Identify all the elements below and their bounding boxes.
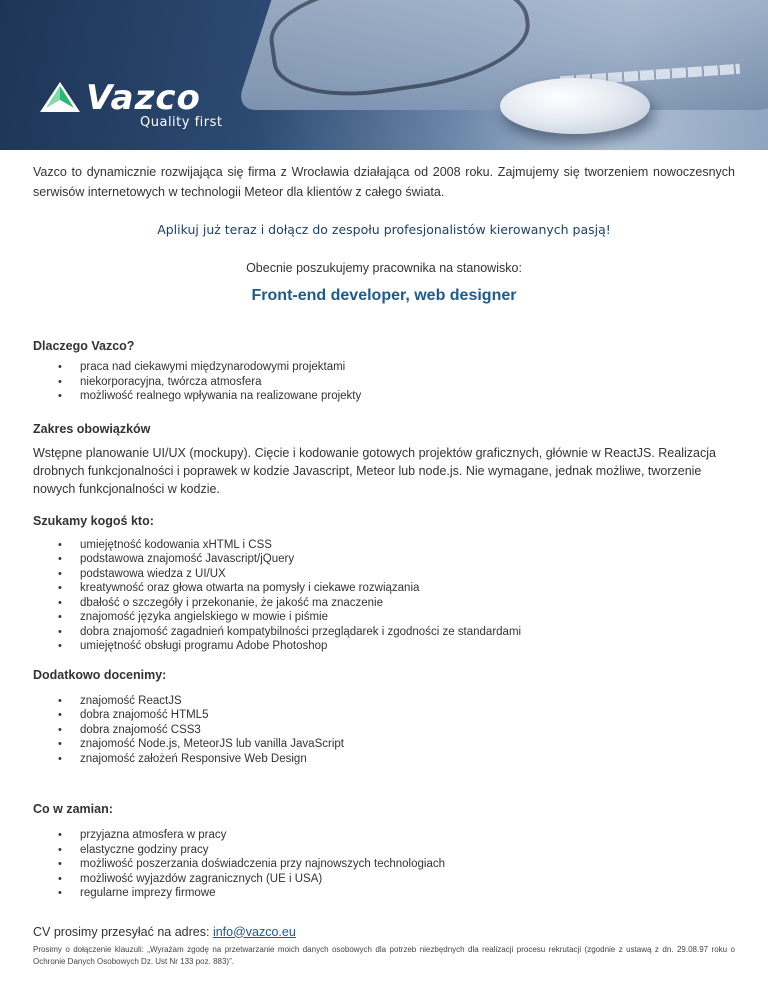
- list-item: • dobra znajomość CSS3: [58, 723, 735, 738]
- mouse-photo-shape: [500, 78, 650, 134]
- why-list: [33, 360, 735, 404]
- header-banner: [0, 0, 768, 150]
- seeking-text: Obecnie poszukujemy pracownika na stanowisko:: [246, 261, 522, 275]
- list-item: • znajomość Node.js, MeteorJS lub vanilla JavaScript: [58, 737, 735, 752]
- looking-list: [33, 538, 735, 654]
- logo-wordmark[interactable]: Vazco: [86, 78, 201, 118]
- list-item: • kreatywność oraz głowa otwarta na pomysły i ciekawe rozwiązania: [58, 581, 735, 596]
- cv-line: [33, 925, 735, 939]
- position-title: Front-end developer, web designer: [251, 287, 517, 304]
- list-item: • podstawowa wiedza z UI/UX: [58, 567, 735, 582]
- list-item: • możliwość wyjazdów zagranicznych (UE i USA): [58, 872, 735, 887]
- cv-prefix: CV prosimy przesyłać na adres:: [33, 924, 213, 939]
- section-why: [33, 339, 735, 404]
- list-item: • znajomość języka angielskiego w mowie i piśmie: [58, 610, 735, 625]
- list-item: • znajomość założeń Responsive Web Design: [58, 752, 735, 767]
- tagline: Quality first: [140, 115, 223, 130]
- offer-list: [33, 828, 735, 901]
- list-item: • umiejętność kodowania xHTML i CSS: [58, 538, 735, 553]
- section-looking: [33, 514, 735, 654]
- list-item: • elastyczne godziny pracy: [58, 843, 735, 858]
- consent-clause: Prosimy o dołączenie klauzuli: „Wyrażam zgodę na przetwarzanie moich danych osobowych dla potrzeb niezbędnych dla realizacji procesu rekrutacji (zgodnie z ustawą z dn. 29.08.97 roku o Ochronie Danych Osobowych Dz. Ust Nr 133 poz. 883)”.: [33, 944, 735, 966]
- extra-list: [33, 694, 735, 767]
- intro-paragraph: Vazco to dynamicznie rozwijająca się firma z Wrocławia działająca od 2008 roku. Zajmujemy się tworzeniem nowoczesnych serwisów internetowych w technologii Meteor dla klientów z całego świata.: [33, 165, 735, 199]
- section-title-extra: Dodatkowo docenimy:: [33, 667, 167, 682]
- list-item: • dobra znajomość HTML5: [58, 708, 735, 723]
- vazco-triangle-logo-icon: [40, 82, 80, 112]
- section-title-duties: Zakres obowiązków: [33, 421, 151, 436]
- section-cv: [33, 925, 735, 968]
- email-link[interactable]: info@vazco.eu: [212, 924, 296, 939]
- section-title-looking: Szukamy kogoś kto:: [33, 513, 154, 528]
- list-item: • dobra znajomość zagadnień kompatybilności przeglądarek i zgodności ze standardami: [58, 625, 735, 640]
- job-offer-content: [33, 162, 735, 968]
- list-item: • umiejętność obsługi programu Adobe Photoshop: [58, 639, 735, 654]
- list-item: • możliwość realnego wpływania na realizowane projekty: [58, 389, 735, 404]
- list-item: • znajomość ReactJS: [58, 694, 735, 709]
- section-offer: [33, 802, 735, 901]
- call-to-action: Aplikuj już teraz i dołącz do zespołu profesjonalistów kierowanych pasją!: [157, 222, 611, 237]
- list-item: • przyjazna atmosfera w pracy: [58, 828, 735, 843]
- list-item: • podstawowa znajomość Javascript/jQuery: [58, 552, 735, 567]
- section-title-why: Dlaczego Vazco?: [33, 339, 135, 353]
- section-extra: [33, 668, 735, 767]
- duties-paragraph: Wstępne planowanie UI/UX (mockupy). Cięcie i kodowanie gotowych projektów graficznych, głównie w ReactJS. Realizacja drobnych funkcjonalności i poprawek w kodzie Javascript, Meteor lub node.js. Nie wymagane, jednak możliwe, tworzenie nowych funkcjonalności w kodzie.: [33, 445, 716, 496]
- section-duties: [33, 422, 735, 498]
- list-item: • możliwość poszerzania doświadczenia przy najnowszych technologiach: [58, 857, 735, 872]
- list-item: • praca nad ciekawymi międzynarodowymi projektami: [58, 360, 735, 375]
- list-item: • regularne imprezy firmowe: [58, 886, 735, 901]
- section-title-offer: Co w zamian:: [33, 802, 113, 816]
- list-item: • niekorporacyjna, twórcza atmosfera: [58, 375, 735, 390]
- list-item: • dbałość o szczegóły i przekonanie, że jakość ma znaczenie: [58, 596, 735, 611]
